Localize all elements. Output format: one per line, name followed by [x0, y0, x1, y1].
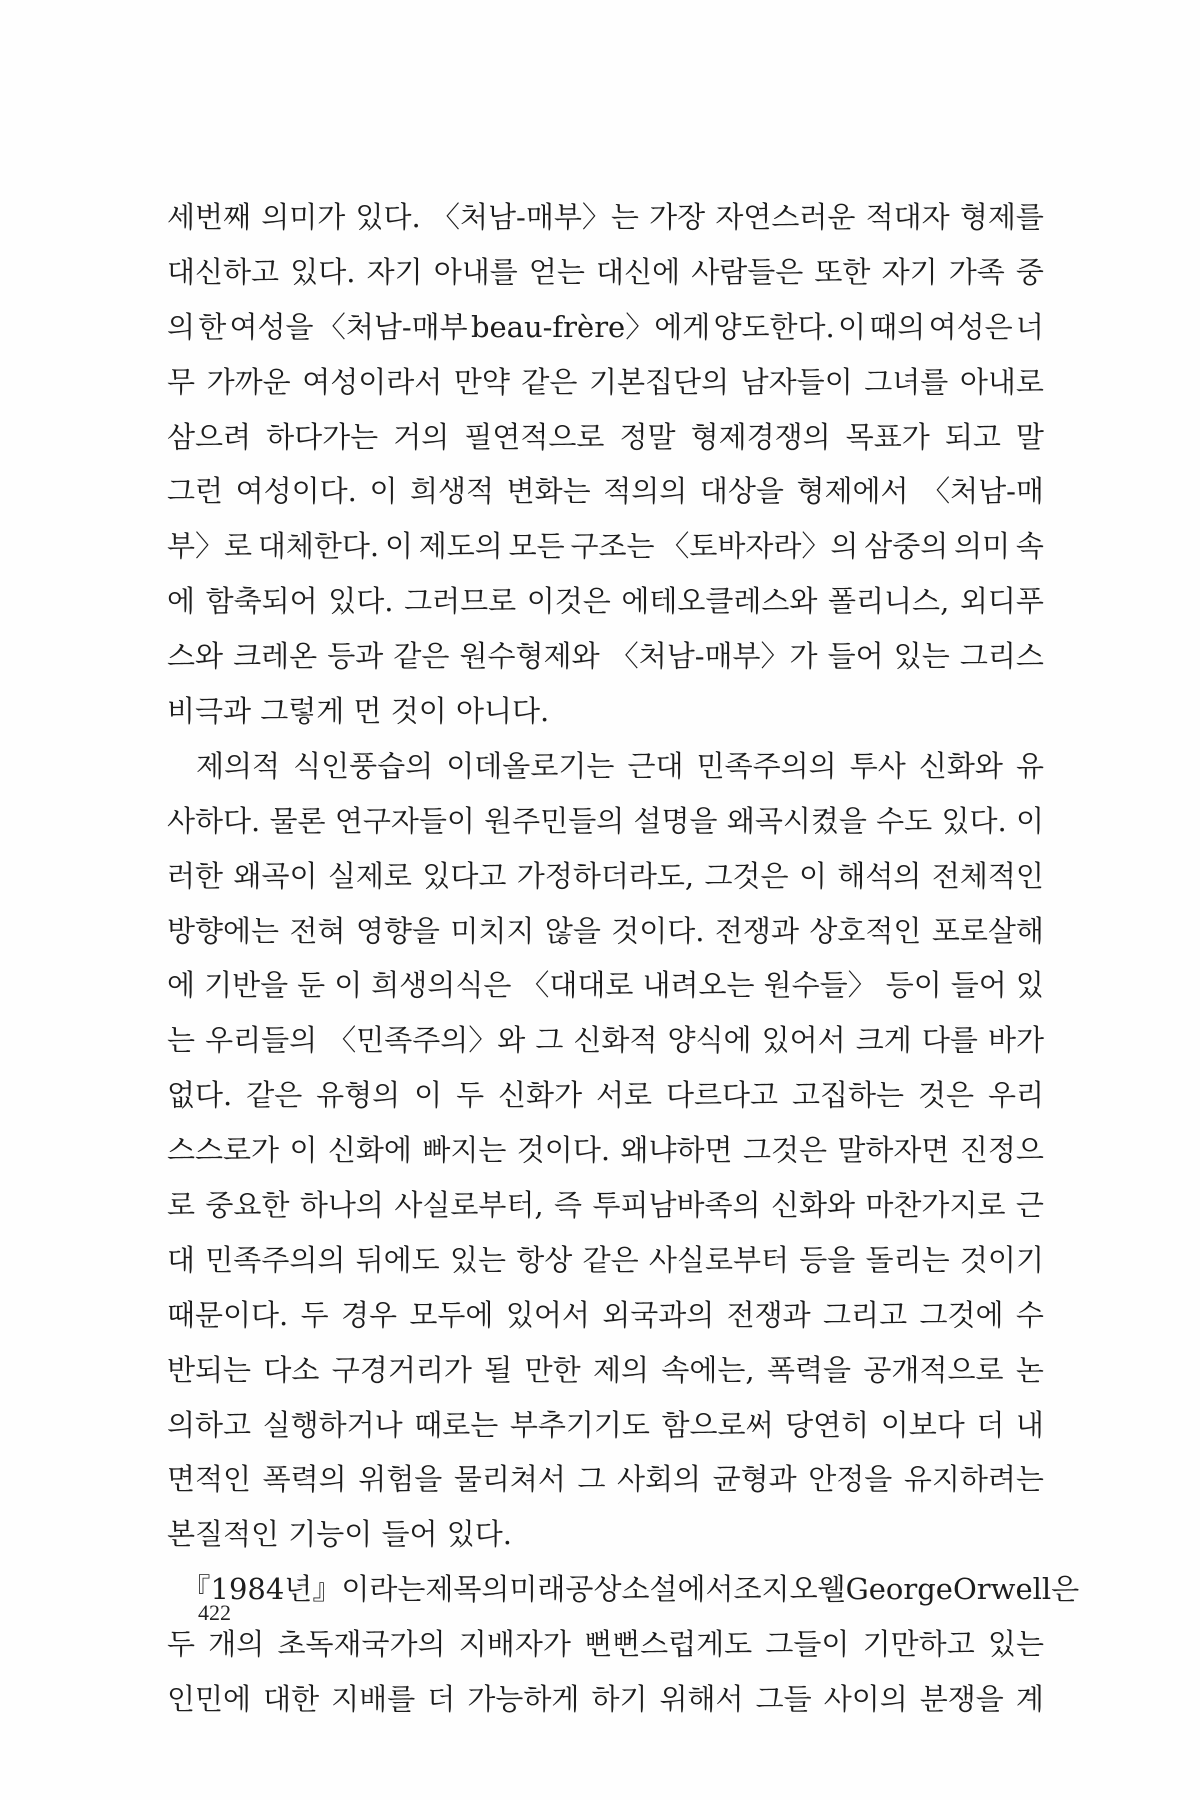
text-line: 없다. 같은 유형의 이 두 신화가 서로 다르다고 고집하는 것은 우리: [167, 1078, 1044, 1113]
text-line: 반되는 다소 구경거리가 될 만한 제의 속에는, 폭력을 공개적으로 논: [167, 1352, 1044, 1387]
text-line: 러한 왜곡이 실제로 있다고 가정하더라도, 그것은 이 해석의 전체적인: [167, 858, 1044, 893]
text-line: 인민에 대한 지배를 더 가능하게 하기 위해서 그들 사이의 분쟁을 계: [167, 1682, 1044, 1717]
text-line: 사하다. 물론 연구자들이 원주민들의 설명을 왜곡시켰을 수도 있다. 이: [167, 803, 1044, 838]
text-line: 때문이다. 두 경우 모두에 있어서 외국과의 전쟁과 그리고 그것에 수: [167, 1297, 1044, 1332]
text-line: 방향에는 전혀 영향을 미치지 않을 것이다. 전쟁과 상호적인 포로살해: [167, 913, 1044, 948]
text-line: 스와 크레온 등과 같은 원수형제와 〈처남-매부〉가 들어 있는 그리스: [167, 639, 1044, 674]
text-line: 세번째 의미가 있다. 〈처남-매부〉는 가장 자연스러운 적대자 형제를: [167, 200, 1044, 234]
text-line: 제의적 식인풍습의 이데올로기는 근대 민족주의의 투사 신화와 유: [167, 748, 1044, 783]
text-line: 로 중요한 하나의 사실로부터, 즉 투피남바족의 신화와 마찬가지로 근: [167, 1188, 1044, 1223]
text-line: 부〉로 대체한다. 이 제도의 모든 구조는 〈토바자라〉의 삼중의 의미 속: [167, 529, 1044, 564]
text-line: 『1984년』이라는 제목의 미래공상소설에서 조지 오웰 George Orwell은: [167, 1572, 1080, 1607]
text-line: 에 기반을 둔 이 희생의식은 〈대대로 내려오는 원수들〉 등이 들어 있: [167, 968, 1044, 1003]
text-line: 그런 여성이다. 이 희생적 변화는 적의의 대상을 형제에서 〈처남-매: [167, 474, 1044, 509]
text-line: 두 개의 초독재국가의 지배자가 뻔뻔스럽게도 그들이 기만하고 있는: [167, 1627, 1044, 1662]
text-line: 삼으려 하다가는 거의 필연적으로 정말 형제경쟁의 목표가 되고 말: [167, 419, 1044, 454]
page-number: 422: [198, 1600, 231, 1625]
text-line: 의 한 여성을 〈처남-매부 beau-frère〉에게 양도한다. 이 때의 여성은 너: [167, 309, 1044, 344]
text-line: 면적인 폭력의 위험을 물리쳐서 그 사회의 균형과 안정을 유지하려는: [167, 1462, 1044, 1497]
text-line: 의하고 실행하거나 때로는 부추기기도 함으로써 당연히 이보다 더 내: [167, 1407, 1044, 1442]
body-text: [167, 190, 1080, 1727]
text-line: 대신하고 있다. 자기 아내를 얻는 대신에 사람들은 또한 자기 가족 중: [167, 254, 1044, 289]
text-line: 무 가까운 여성이라서 만약 같은 기본집단의 남자들이 그녀를 아내로: [167, 364, 1044, 399]
text-line: 에 함축되어 있다. 그러므로 이것은 에테오클레스와 폴리니스, 외디푸: [167, 584, 1044, 619]
text-line: 스스로가 이 신화에 빠지는 것이다. 왜냐하면 그것은 말하자면 진정으: [167, 1133, 1044, 1168]
text-line: 본질적인 기능이 들어 있다.: [167, 1517, 513, 1552]
text-line: 는 우리들의 〈민족주의〉와 그 신화적 양식에 있어서 크게 다를 바가: [167, 1023, 1044, 1058]
text-line: 대 민족주의의 뒤에도 있는 항상 같은 사실로부터 등을 돌리는 것이기: [167, 1242, 1044, 1277]
text-line: 비극과 그렇게 먼 것이 아니다.: [167, 694, 550, 729]
